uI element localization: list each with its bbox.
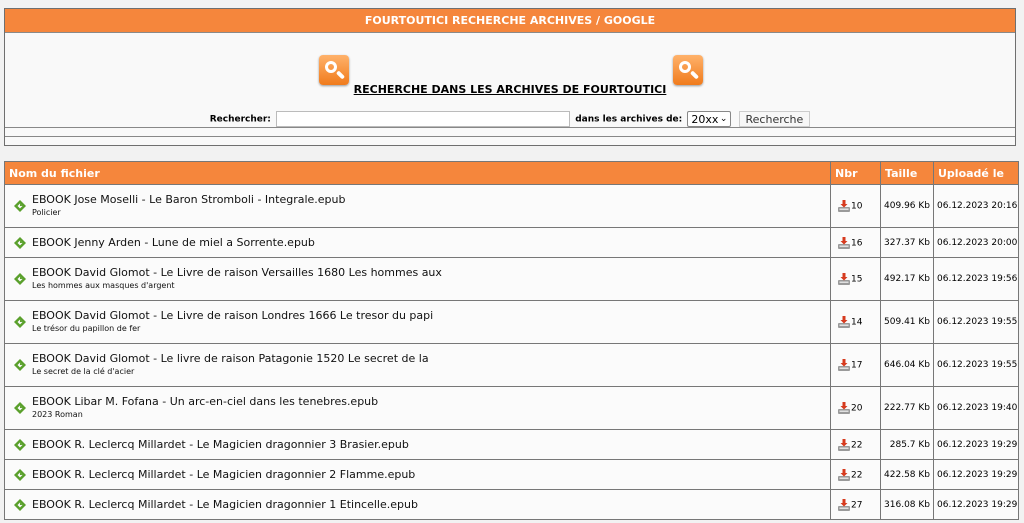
upload-date: 06.12.2023 19:29 — [934, 490, 1019, 520]
download-tray-icon[interactable] — [837, 468, 851, 482]
epub-leaf-icon — [13, 468, 27, 482]
upload-date: 06.12.2023 20:00 — [934, 228, 1019, 258]
search-panel — [4, 8, 1016, 146]
table-row — [5, 430, 1019, 460]
divider — [5, 136, 1015, 141]
table-row — [5, 185, 1019, 228]
file-description: Les hommes aux masques d'argent — [32, 281, 175, 290]
page-title: FOURTOUTICI RECHERCHE ARCHIVES / GOOGLE — [5, 9, 1015, 33]
epub-leaf-icon — [13, 498, 27, 512]
search-form — [5, 111, 1015, 127]
download-count: 22 — [851, 440, 863, 450]
download-count: 16 — [851, 238, 863, 248]
epub-leaf-icon — [13, 199, 27, 213]
table-row — [5, 258, 1019, 301]
download-count-cell — [831, 301, 881, 344]
upload-date: 06.12.2023 19:55 — [934, 301, 1019, 344]
file-description: Le trésor du papillon de fer — [32, 324, 141, 333]
file-name-link[interactable]: EBOOK David Glomot - Le Livre de raison Versailles 1680 Les hommes aux — [32, 266, 442, 279]
search-title-link[interactable]: RECHERCHE DANS LES ARCHIVES DE FOURTOUTICI — [353, 83, 667, 96]
download-count: 22 — [851, 470, 863, 480]
upload-date: 06.12.2023 19:29 — [934, 460, 1019, 490]
table-row — [5, 490, 1019, 520]
file-name-link[interactable]: EBOOK Jenny Arden - Lune de miel a Sorrente.epub — [32, 235, 315, 249]
download-tray-icon[interactable] — [837, 401, 851, 415]
file-name-link[interactable]: EBOOK David Glomot - Le Livre de raison Londres 1666 Le tresor du papi — [32, 309, 434, 322]
epub-leaf-icon — [13, 236, 27, 250]
download-count: 14 — [851, 317, 863, 328]
file-description: Le secret de la clé d'acier — [32, 367, 135, 376]
file-size: 316.08 Kb — [881, 490, 934, 520]
magnifier-icon — [673, 55, 703, 85]
download-count-cell — [831, 490, 881, 520]
file-size: 285.7 Kb — [881, 430, 934, 460]
download-count-cell — [831, 460, 881, 490]
file-name-cell — [5, 430, 831, 460]
epub-leaf-icon — [13, 358, 27, 372]
download-tray-icon[interactable] — [837, 498, 851, 512]
file-size: 327.37 Kb — [881, 228, 934, 258]
download-tray-icon[interactable] — [837, 236, 851, 250]
download-count-cell — [831, 228, 881, 258]
file-name-cell — [5, 258, 831, 301]
download-count: 27 — [851, 500, 863, 510]
file-name-cell — [5, 301, 831, 344]
upload-date: 06.12.2023 19:56 — [934, 258, 1019, 301]
file-name-link[interactable]: EBOOK R. Leclercq Millardet - Le Magicien dragonnier 3 Brasier.epub — [32, 437, 409, 451]
file-name-link[interactable]: EBOOK R. Leclercq Millardet - Le Magicien dragonnier 1 Etincelle.epub — [32, 497, 418, 511]
archive-select[interactable]: 20xx ⌄ — [687, 111, 731, 127]
file-size: 409.96 Kb — [881, 185, 934, 228]
download-count: 20 — [851, 403, 863, 414]
epub-leaf-icon — [13, 315, 27, 329]
magnifier-icon — [319, 55, 349, 85]
search-input[interactable] — [276, 111, 570, 127]
file-name-link[interactable]: EBOOK R. Leclercq Millardet - Le Magicien dragonnier 2 Flamme.epub — [32, 467, 416, 481]
file-description: Policier — [32, 208, 61, 217]
file-size: 509.41 Kb — [881, 301, 934, 344]
download-count-cell — [831, 344, 881, 387]
download-tray-icon[interactable] — [837, 199, 851, 213]
chevron-down-icon: ⌄ — [719, 114, 728, 124]
file-size: 492.17 Kb — [881, 258, 934, 301]
table-row — [5, 301, 1019, 344]
download-tray-icon[interactable] — [837, 272, 851, 286]
table-row — [5, 344, 1019, 387]
divider — [5, 127, 1015, 136]
file-name-cell — [5, 228, 831, 258]
file-name-cell — [5, 460, 831, 490]
file-name-link[interactable]: EBOOK David Glomot - Le livre de raison Patagonie 1520 Le secret de la — [32, 352, 429, 365]
file-description: 2023 Roman — [32, 410, 83, 419]
search-label: Rechercher: — [209, 114, 271, 125]
search-button[interactable]: Recherche — [739, 111, 811, 127]
file-name-link[interactable]: EBOOK Libar M. Fofana - Un arc-en-ciel dans les tenebres.epub — [32, 395, 379, 408]
download-tray-icon[interactable] — [837, 315, 851, 329]
download-count-cell — [831, 430, 881, 460]
column-header-size[interactable]: Taille — [881, 162, 934, 185]
table-row — [5, 387, 1019, 430]
download-count: 17 — [851, 360, 863, 371]
upload-date: 06.12.2023 20:16 — [934, 185, 1019, 228]
file-name-cell — [5, 344, 831, 387]
column-header-name[interactable]: Nom du fichier — [5, 162, 831, 185]
file-size: 646.04 Kb — [881, 344, 934, 387]
file-table — [4, 161, 1019, 520]
download-tray-icon[interactable] — [837, 358, 851, 372]
file-size: 222.77 Kb — [881, 387, 934, 430]
table-row — [5, 460, 1019, 490]
file-name-cell — [5, 490, 831, 520]
file-name-cell — [5, 387, 831, 430]
search-area — [5, 33, 1015, 127]
column-header-date[interactable]: Uploadé le — [934, 162, 1019, 185]
archive-label: dans les archives de: — [575, 114, 683, 125]
upload-date: 06.12.2023 19:40 — [934, 387, 1019, 430]
download-count-cell — [831, 387, 881, 430]
epub-leaf-icon — [13, 272, 27, 286]
download-count-cell — [831, 185, 881, 228]
download-count: 15 — [851, 274, 863, 285]
epub-leaf-icon — [13, 401, 27, 415]
upload-date: 06.12.2023 19:55 — [934, 344, 1019, 387]
download-count-cell — [831, 258, 881, 301]
file-name-cell — [5, 185, 831, 228]
file-name-link[interactable]: EBOOK Jose Moselli - Le Baron Stromboli - Integrale.epub — [32, 193, 346, 206]
epub-leaf-icon — [13, 438, 27, 452]
upload-date: 06.12.2023 19:29 — [934, 430, 1019, 460]
download-tray-icon[interactable] — [837, 438, 851, 452]
download-count: 10 — [851, 201, 863, 212]
file-size: 422.58 Kb — [881, 460, 934, 490]
column-header-nbr[interactable]: Nbr — [831, 162, 881, 185]
table-row — [5, 228, 1019, 258]
